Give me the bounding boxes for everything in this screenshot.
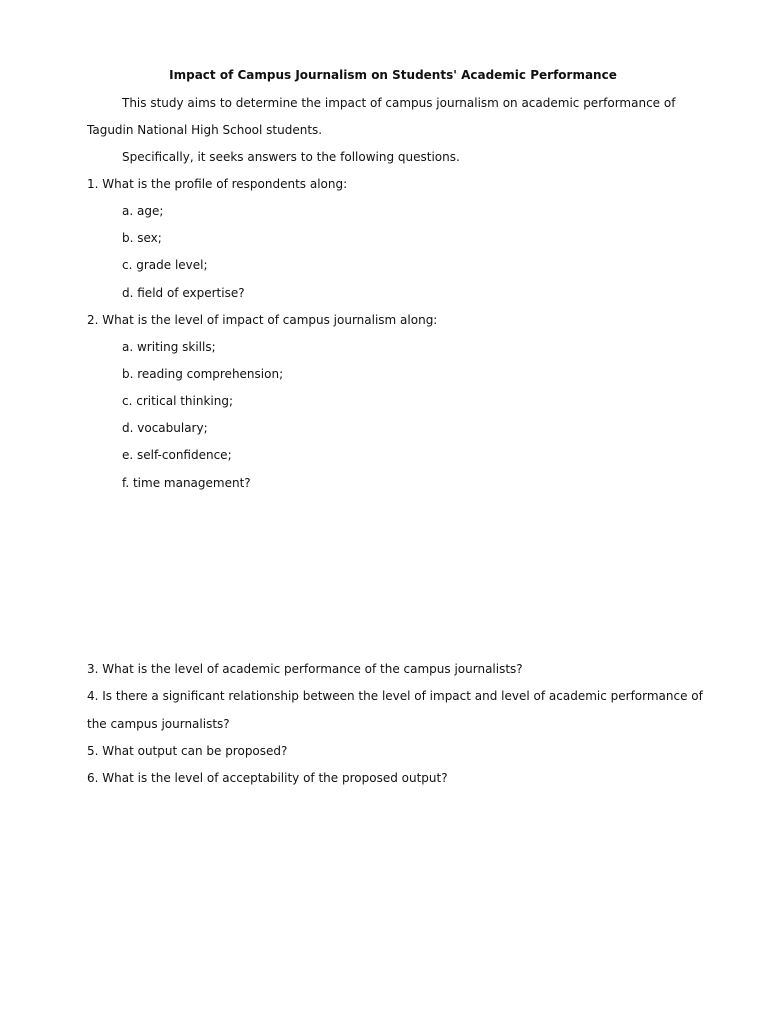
- question-1: 1. What is the profile of respondents along:: [87, 177, 348, 191]
- question-5: 5. What output can be proposed?: [87, 744, 288, 758]
- question-2-item: c. critical thinking;: [122, 394, 234, 408]
- question-6: 6. What is the level of acceptability of the proposed output?: [87, 771, 448, 785]
- question-2-item: f. time management?: [122, 476, 251, 490]
- question-2-item: e. self-confidence;: [122, 448, 232, 462]
- question-4-line-1: 4. Is there a significant relationship between the level of impact and level of academic performance of: [87, 689, 703, 703]
- question-1-item: a. age;: [122, 204, 164, 218]
- document-title: Impact of Campus Journalism on Students' Academic Performance: [169, 68, 617, 82]
- question-2-item: a. writing skills;: [122, 340, 216, 354]
- question-2-item: d. vocabulary;: [122, 421, 208, 435]
- question-3: 3. What is the level of academic performance of the campus journalists?: [87, 662, 523, 676]
- question-2-item: b. reading comprehension;: [122, 367, 284, 381]
- question-1-item: d. field of expertise?: [122, 286, 245, 300]
- specifically-text: Specifically, it seeks answers to the following questions.: [122, 150, 460, 164]
- question-1-item: c. grade level;: [122, 258, 208, 272]
- question-1-item: b. sex;: [122, 231, 162, 245]
- intro-text-line-2: Tagudin National High School students.: [87, 123, 323, 137]
- question-4-line-2: the campus journalists?: [87, 717, 230, 731]
- question-2: 2. What is the level of impact of campus journalism along:: [87, 313, 438, 327]
- intro-text-line-1: This study aims to determine the impact of campus journalism on academic performance of: [122, 96, 676, 110]
